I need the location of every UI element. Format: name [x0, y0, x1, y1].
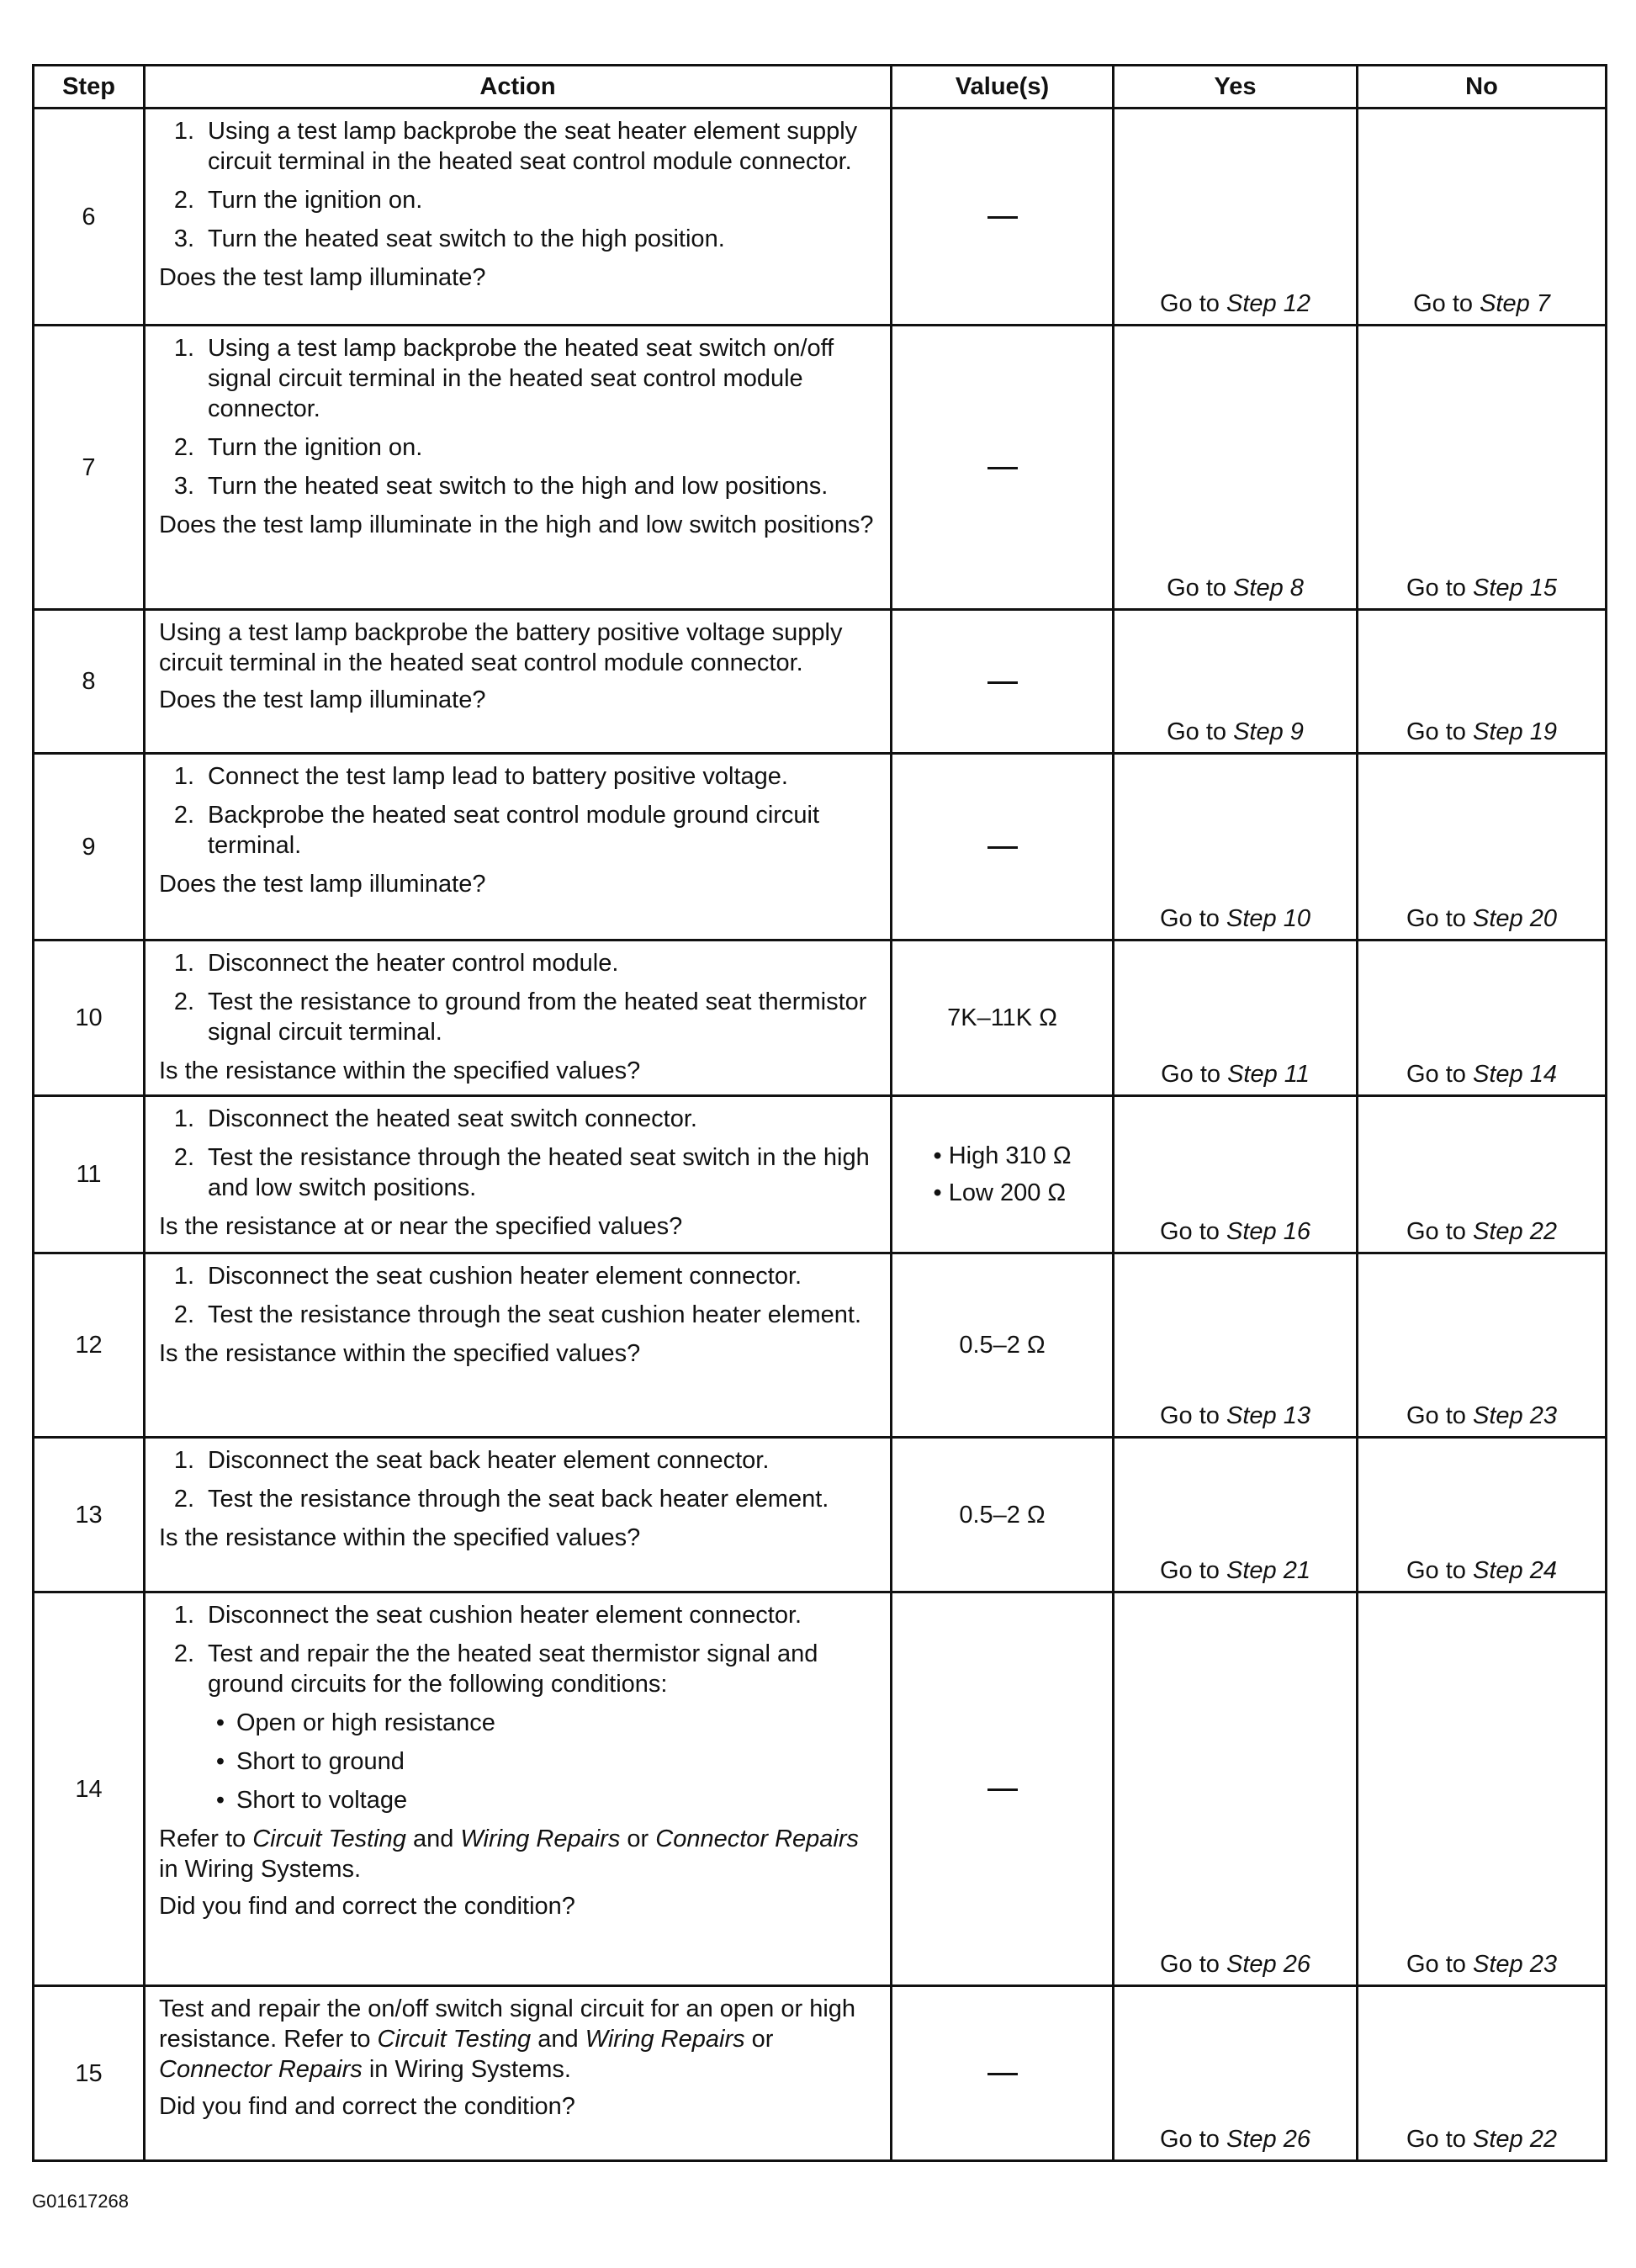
no-cell: Go to Step 24 [1358, 1438, 1607, 1592]
yes-step-ref: Step 26 [1226, 2126, 1310, 2153]
action-item: Test the resistance through the heated seat switch in the high and low switch positions. [208, 1144, 870, 1201]
action-cell [145, 1986, 892, 2161]
yes-step-ref: Step 21 [1226, 1557, 1310, 1584]
action-item: Turn the ignition on. [208, 187, 423, 214]
header-values: Value(s) [892, 66, 1114, 109]
table-row [34, 1096, 1607, 1253]
value-dash [987, 681, 1018, 684]
value-cell [892, 610, 1114, 754]
step-number: 12 [34, 1253, 145, 1438]
value-dash [987, 846, 1018, 849]
no-step-ref: Step 23 [1473, 1951, 1557, 1978]
yes-step-ref: Step 11 [1227, 1061, 1310, 1088]
value-cell [892, 754, 1114, 941]
action-item: Disconnect the seat back heater element connector. [208, 1447, 770, 1474]
yes-cell: Go to Step 11 [1114, 941, 1358, 1096]
no-step-ref: Step 14 [1473, 1061, 1557, 1088]
value-item: High 310 Ω [948, 1142, 1072, 1169]
step-number: 6 [34, 109, 145, 326]
action-item: Test the resistance to ground from the heated seat thermistor signal circuit terminal. [208, 988, 867, 1046]
table-row [34, 754, 1607, 941]
action-item: Turn the heated seat switch to the high and low positions. [208, 473, 829, 500]
action-cell: 1. Disconnect the seat back heater element connector. 2. Test the resistance through the seat back heater element. Is the resistance within the specified values? [145, 1438, 892, 1592]
no-cell: Go to Step 7 [1358, 109, 1607, 326]
no-step-ref: Step 24 [1473, 1557, 1557, 1584]
action-cell: 1. Disconnect the seat cushion heater element connector. 2. Test the resistance through the seat cushion heater element. Is the resistance within the specified values? [145, 1253, 892, 1438]
table-row [34, 1253, 1607, 1438]
action-item: Connect the test lamp lead to battery positive voltage. [208, 763, 788, 790]
no-cell: Go to Step 15 [1358, 326, 1607, 610]
table-row [34, 1438, 1607, 1592]
action-question: Does the test lamp illuminate? [159, 264, 486, 291]
action-text: Using a test lamp backprobe the battery positive voltage supply circuit terminal in the heated seat control module connector. [159, 619, 843, 676]
step-number: 15 [34, 1986, 145, 2161]
action-question: Is the resistance within the specified values? [159, 1057, 641, 1084]
yes-step-ref: Step 26 [1226, 1951, 1310, 1978]
action-item: Backprobe the heated seat control module ground circuit terminal. [208, 802, 820, 859]
value-item: Low 200 Ω [948, 1179, 1067, 1206]
table-row [34, 1986, 1607, 2161]
table-row [34, 941, 1607, 1096]
header-action: Action [145, 66, 892, 109]
action-cell: 1. Using a test lamp backprobe the seat heater element supply circuit terminal in the heated seat control module connector. 2. Turn the ignition on. 3. Turn the heated seat switch to the high position. Does the test lamp illuminate? [145, 109, 892, 326]
yes-cell: Go to Step 26 [1114, 1592, 1358, 1986]
action-question: Is the resistance within the specified values? [159, 1524, 641, 1551]
no-step-ref: Step 22 [1473, 1218, 1557, 1245]
no-step-ref: Step 15 [1473, 575, 1557, 601]
action-cell: 1. Using a test lamp backprobe the heated seat switch on/off signal circuit terminal in the heated seat control module connector. 2. Turn the ignition on. 3. Turn the heated seat switch to the high and low positions. Does the test lamp illuminate in the high and low switch positions? [145, 326, 892, 610]
action-question: Did you find and correct the condition? [159, 2093, 575, 2120]
yes-cell: Go to Step 21 [1114, 1438, 1358, 1592]
action-cell: 1. Disconnect the heater control module. 2. Test the resistance to ground from the heated seat thermistor signal circuit terminal. Is the resistance within the specified values? [145, 941, 892, 1096]
action-item: Disconnect the seat cushion heater element connector. [208, 1602, 802, 1629]
action-item: Turn the ignition on. [208, 434, 423, 461]
value-cell [892, 1986, 1114, 2161]
no-cell: Go to Step 20 [1358, 754, 1607, 941]
action-item: Test the resistance through the seat cushion heater element. [208, 1301, 862, 1328]
yes-cell: Go to Step 12 [1114, 109, 1358, 326]
no-cell: Go to Step 14 [1358, 941, 1607, 1096]
value-cell [892, 1096, 1114, 1253]
no-cell: Go to Step 23 [1358, 1253, 1607, 1438]
table-row [34, 610, 1607, 754]
action-cell: 1. Connect the test lamp lead to battery positive voltage. 2. Backprobe the heated seat control module ground circuit terminal. Does the test lamp illuminate? [145, 754, 892, 941]
no-step-ref: Step 20 [1473, 905, 1557, 932]
no-cell: Go to Step 19 [1358, 610, 1607, 754]
no-cell: Go to Step 22 [1358, 1096, 1607, 1253]
figure-code: G01617268 [32, 2191, 129, 2212]
action-item: Using a test lamp backprobe the heated seat switch on/off signal circuit terminal in the heated seat control module connector. [208, 335, 834, 422]
step-number: 9 [34, 754, 145, 941]
yes-cell: Go to Step 16 [1114, 1096, 1358, 1253]
step-number: 10 [34, 941, 145, 1096]
yes-step-ref: Step 12 [1226, 290, 1310, 317]
yes-step-ref: Step 13 [1226, 1402, 1310, 1429]
action-question: Is the resistance at or near the specified values? [159, 1213, 683, 1240]
yes-step-ref: Step 16 [1226, 1218, 1310, 1245]
table-row [34, 326, 1607, 610]
value-cell [892, 109, 1114, 326]
action-question: Does the test lamp illuminate? [159, 871, 486, 898]
action-item: Turn the heated seat switch to the high position. [208, 225, 725, 252]
action-question: Does the test lamp illuminate? [159, 686, 486, 713]
action-question: Did you find and correct the condition? [159, 1893, 575, 1920]
no-step-ref: Step 19 [1473, 718, 1557, 745]
action-item: Test and repair the the heated seat thermistor signal and ground circuits for the following conditions: [208, 1640, 818, 1698]
no-step-ref: Step 23 [1473, 1402, 1557, 1429]
table-row [34, 1592, 1607, 1986]
step-number: 14 [34, 1592, 145, 1986]
no-step-ref: Step 22 [1473, 2126, 1557, 2153]
action-cell: 1. Disconnect the seat cushion heater element connector. 2. Test and repair the the heated seat thermistor signal and ground circuits for the following conditions: • Open or high resistance • Short to ground • Short to voltage Refer to Circuit Testing and Wiring Repairs or Connector Repairs in Wiring Systems. Did you find and correct the condition? [145, 1592, 892, 1986]
action-item: Disconnect the heater control module. [208, 950, 619, 977]
action-item: Disconnect the heated seat switch connector. [208, 1105, 697, 1132]
header-row [34, 66, 1607, 109]
action-question: Does the test lamp illuminate in the high and low switch positions? [159, 511, 874, 538]
yes-step-ref: Step 9 [1233, 718, 1304, 745]
value-list: • High 310 Ω • Low 200 Ω [933, 1142, 1072, 1206]
condition-bullet: Short to ground [236, 1748, 405, 1775]
step-number: 11 [34, 1096, 145, 1253]
action-item: Disconnect the seat cushion heater element connector. [208, 1263, 802, 1290]
step-number: 8 [34, 610, 145, 754]
value-dash [987, 1788, 1018, 1791]
no-step-ref: Step 7 [1480, 290, 1550, 317]
refer-text: Refer to Circuit Testing and Wiring Repairs or Connector Repairs in Wiring Systems. [159, 1826, 860, 1883]
step-number: 13 [34, 1438, 145, 1592]
value-cell: 0.5–2 Ω [892, 1438, 1114, 1592]
yes-cell: Go to Step 10 [1114, 754, 1358, 941]
table-row [34, 109, 1607, 326]
header-no: No [1358, 66, 1607, 109]
value-cell: 7K–11K Ω [892, 941, 1114, 1096]
no-cell: Go to Step 23 [1358, 1592, 1607, 1986]
value-cell [892, 326, 1114, 610]
action-item: Using a test lamp backprobe the seat heater element supply circuit terminal in the heated seat control module connector. [208, 118, 858, 175]
yes-cell: Go to Step 8 [1114, 326, 1358, 610]
action-cell: 1. Disconnect the heated seat switch connector. 2. Test the resistance through the heated seat switch in the high and low switch positions. Is the resistance at or near the specified values? [145, 1096, 892, 1253]
value-dash [987, 2073, 1018, 2075]
action-cell [145, 610, 892, 754]
no-cell: Go to Step 22 [1358, 1986, 1607, 2161]
yes-cell: Go to Step 13 [1114, 1253, 1358, 1438]
value-cell: 0.5–2 Ω [892, 1253, 1114, 1438]
diagnostic-table [32, 64, 1607, 2162]
value-cell [892, 1592, 1114, 1986]
yes-cell: Go to Step 9 [1114, 610, 1358, 754]
yes-step-ref: Step 10 [1226, 905, 1310, 932]
action-item: Test the resistance through the seat back heater element. [208, 1486, 829, 1513]
condition-bullet: Short to voltage [236, 1787, 408, 1814]
header-yes: Yes [1114, 66, 1358, 109]
action-text: Test and repair the on/off switch signal circuit for an open or high resistance. Refer to Circuit Testing and Wiring Repairs or Connector Repairs in Wiring Systems. [159, 1995, 856, 2083]
yes-cell: Go to Step 26 [1114, 1986, 1358, 2161]
value-dash [987, 216, 1018, 219]
step-number: 7 [34, 326, 145, 610]
yes-step-ref: Step 8 [1233, 575, 1304, 601]
value-dash [987, 467, 1018, 469]
action-question: Is the resistance within the specified values? [159, 1340, 641, 1367]
condition-bullet: Open or high resistance [236, 1709, 495, 1736]
header-step: Step [34, 66, 145, 109]
